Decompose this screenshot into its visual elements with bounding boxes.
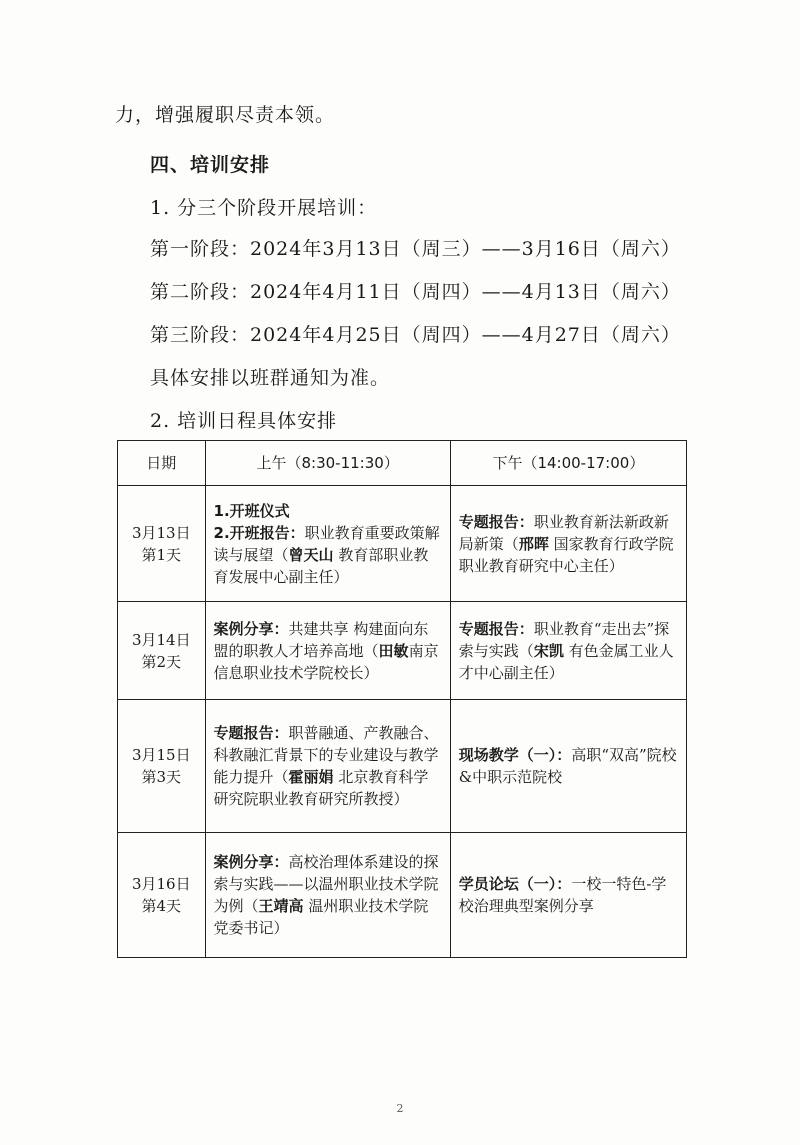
table-row (118, 486, 687, 602)
day-text: 第1天 (141, 545, 182, 564)
paragraph-schedule-intro: 2. 培训日程具体安排 (150, 410, 338, 432)
date-cell (118, 486, 206, 602)
day-text: 第2天 (141, 652, 182, 671)
morning-cell (205, 700, 450, 833)
session-text: 有色金属工业人才中心副主任） (458, 641, 674, 682)
morning-cell (205, 833, 450, 958)
morning-cell (205, 486, 450, 602)
session-text: 教育部职业教育发展中心副主任） (213, 545, 429, 586)
header-afternoon: 下午（14:00-17:00） (450, 441, 686, 486)
session-text: 共建共享 构建面向东盟的职教人才培养高地（ (213, 619, 429, 660)
day-text: 第3天 (141, 768, 182, 786)
stage-3-text: 第三阶段：2024年4月25日（周四）——4月27日（周六） (150, 324, 681, 346)
session-bold-text: 田敏 (378, 641, 409, 660)
session-text: 职业教育新法新政新局新策（ (458, 512, 669, 553)
continuation-text: 力，增强履职尽责本领。 (115, 104, 336, 126)
table-row (118, 833, 687, 958)
section-heading: 四、培训安排 (150, 154, 271, 176)
date-text: 3月13日 (131, 523, 191, 542)
table-header-row (118, 441, 687, 486)
session-text: 南京信息职业技术学院校长） (213, 641, 439, 682)
schedule-table (117, 440, 687, 958)
date-text: 3月14日 (131, 630, 191, 649)
paragraph-stages-intro: 1. 分三个阶段开展培训： (150, 197, 378, 219)
stage-2-text: 第二阶段：2024年4月11日（周四）——4月13日（周六） (150, 281, 681, 303)
table-body (118, 486, 687, 958)
arrangement-note: 具体安排以班群通知为准。 (150, 367, 391, 389)
session-text: 职业教育重要政策解读与展望（ (213, 523, 440, 564)
day-text: 第4天 (141, 897, 182, 915)
session-text: 高校治理体系建设的探索与实践——以温州职业技术学院为例（ (213, 853, 439, 915)
table-row (118, 602, 687, 700)
session-bold-text: 案例分享： (213, 619, 289, 638)
stage-1-text: 第一阶段：2024年3月13日（周三）——3月16日（周六） (150, 238, 681, 260)
session-bold-text: 专题报告： (458, 619, 534, 638)
afternoon-cell (450, 602, 686, 700)
session-bold-text: 专题报告： (458, 512, 534, 531)
date-text: 3月16日 (131, 875, 191, 893)
session-bold-text: 专题报告： (213, 724, 289, 742)
date-cell (118, 833, 206, 958)
session-bold-text: 2.开班报告： (213, 523, 305, 542)
session-text: 温州职业技术学院党委书记） (213, 897, 429, 937)
date-cell (118, 700, 206, 833)
session-bold-text: 曾天山 (288, 545, 334, 564)
session-bold-text: 学员论坛（一）： (458, 875, 572, 893)
session-bold-text: 邢晖 (518, 534, 549, 553)
session-text: 高职“双高”院校&中职示范院校 (458, 746, 677, 786)
morning-cell (205, 602, 450, 700)
header-morning: 上午（8:30-11:30） (205, 441, 450, 486)
session-text: 北京教育科学研究院职业教育研究所教授） (213, 768, 429, 808)
session-bold-text: 霍丽娟 (288, 768, 334, 786)
afternoon-cell (450, 833, 686, 958)
table-row (118, 700, 687, 833)
header-date: 日期 (118, 441, 206, 486)
session-text: 职普融通、产教融合、科教融汇背景下的专业建设与教学能力提升（ (213, 724, 439, 786)
session-bold-text: 1.开班仪式 (213, 501, 290, 520)
session-text: 一校一特色-学校治理典型案例分享 (458, 875, 667, 915)
date-cell (118, 602, 206, 700)
page-number: 2 (396, 1102, 404, 1115)
session-bold-text: 王靖高 (258, 897, 304, 915)
session-bold-text: 现场教学（一）： (458, 746, 572, 764)
session-text: 国家教育行政学院职业教育研究中心主任） (458, 534, 674, 575)
afternoon-cell (450, 486, 686, 602)
afternoon-cell (450, 700, 686, 833)
session-bold-text: 宋凯 (533, 641, 564, 660)
date-text: 3月15日 (131, 746, 191, 764)
session-text: 职业教育“走出去”探索与实践（ (458, 619, 670, 660)
session-bold-text: 案例分享： (213, 853, 289, 871)
